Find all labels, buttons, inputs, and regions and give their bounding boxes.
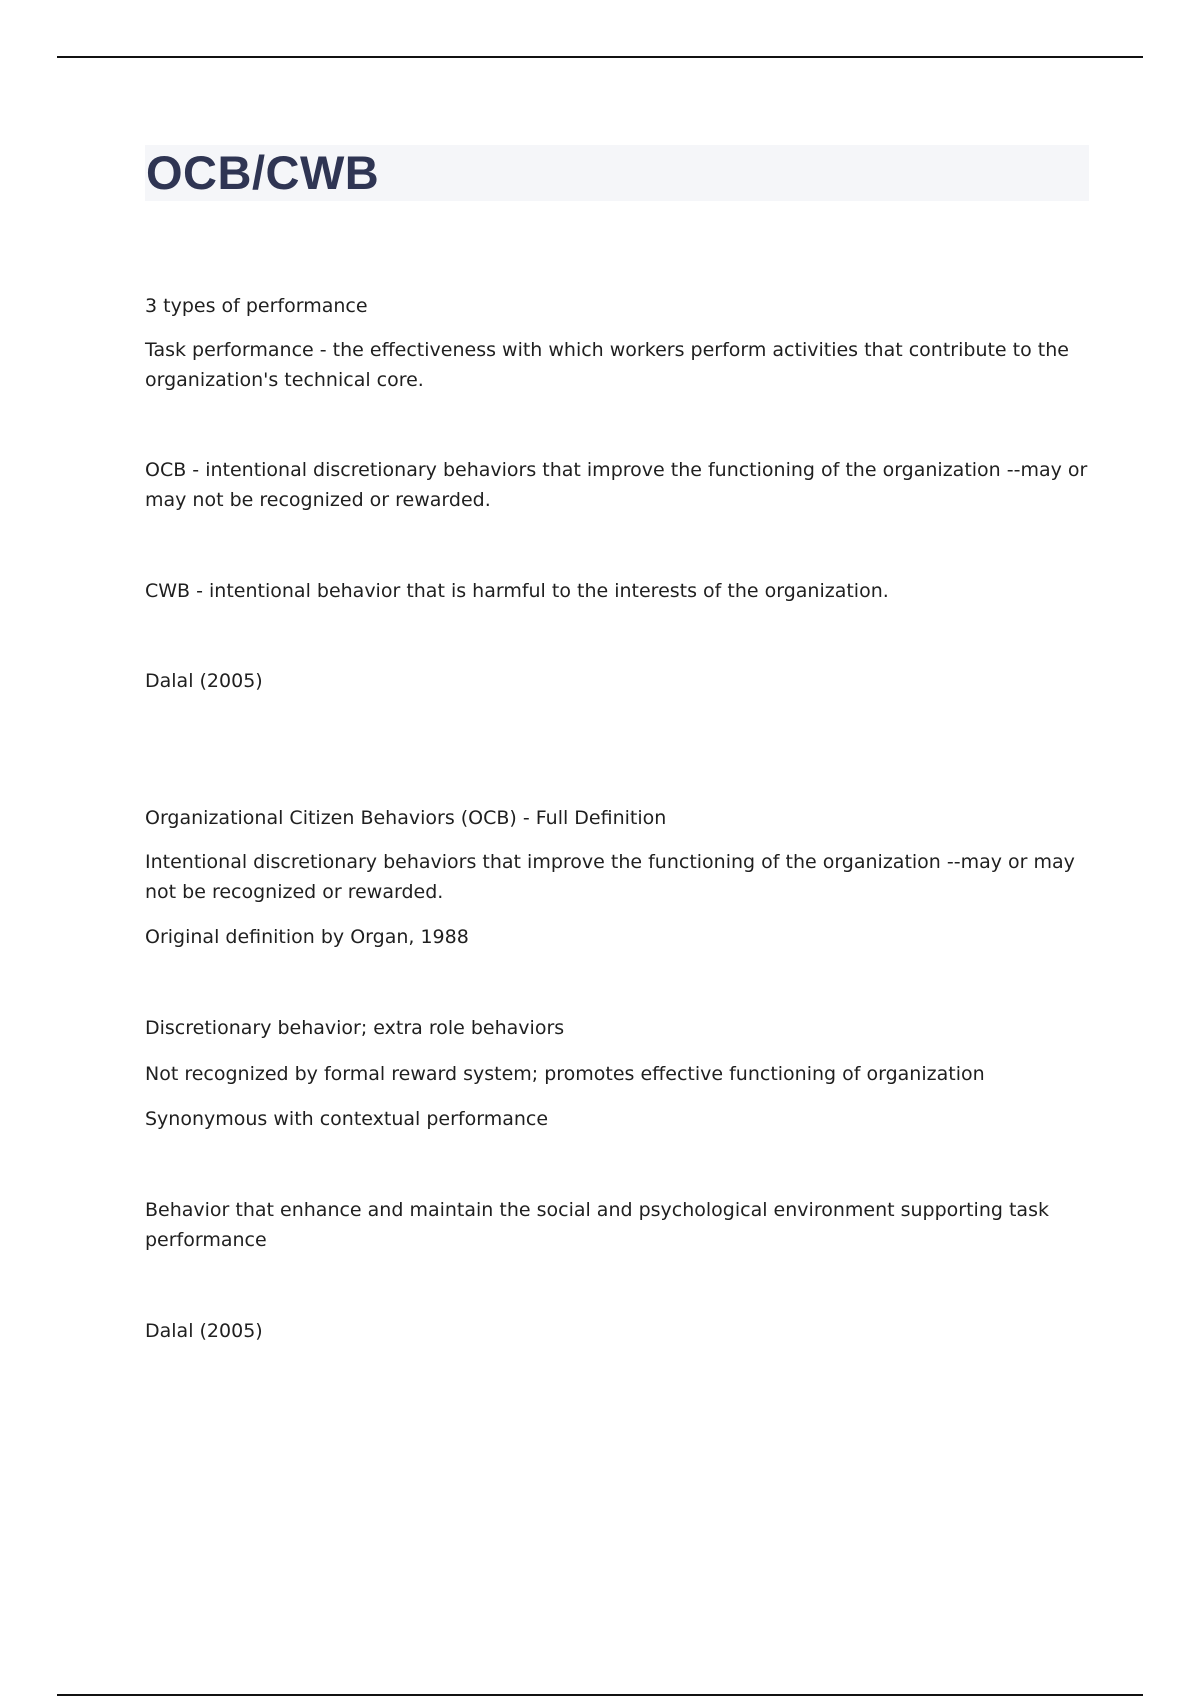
- top-rule: [57, 56, 1143, 58]
- card-1-definition-line-2: OCB - intentional discretionary behaviors that improve the functioning of the organization --may or may not be recognized or rewarded.: [145, 459, 1088, 511]
- card-1-term: 3 types of performance: [145, 295, 368, 317]
- card-2-definition-line-7: Dalal (2005): [145, 1320, 263, 1342]
- card-2-definition-line-6: Behavior that enhance and maintain the social and psychological environment supporting task performance: [145, 1199, 1049, 1251]
- card-2-definition-line-5: Synonymous with contextual performance: [145, 1108, 549, 1130]
- bottom-rule: [57, 1694, 1143, 1696]
- card-2-definition-line-2: Original definition by Organ, 1988: [145, 926, 469, 948]
- card-1-definition-line-3: CWB - intentional behavior that is harmful to the interests of the organization.: [145, 580, 889, 602]
- card-1-definition-line-4: Dalal (2005): [145, 670, 263, 692]
- card-2-definition-line-4: Not recognized by formal reward system; promotes effective functioning of organization: [145, 1063, 985, 1085]
- card-2-definition-line-1: Intentional discretionary behaviors that improve the functioning of the organization --may or may not be recognized or rewarded.: [145, 851, 1075, 903]
- card-2-term: Organizational Citizen Behaviors (OCB) - Full Definition: [145, 807, 667, 829]
- card-1-definition-line-1: Task performance - the effectiveness with which workers perform activities that contribute to the organization's technical core.: [145, 339, 1069, 391]
- page-title: OCB/CWB: [146, 146, 380, 199]
- card-2-definition-line-3: Discretionary behavior; extra role behaviors: [145, 1017, 565, 1039]
